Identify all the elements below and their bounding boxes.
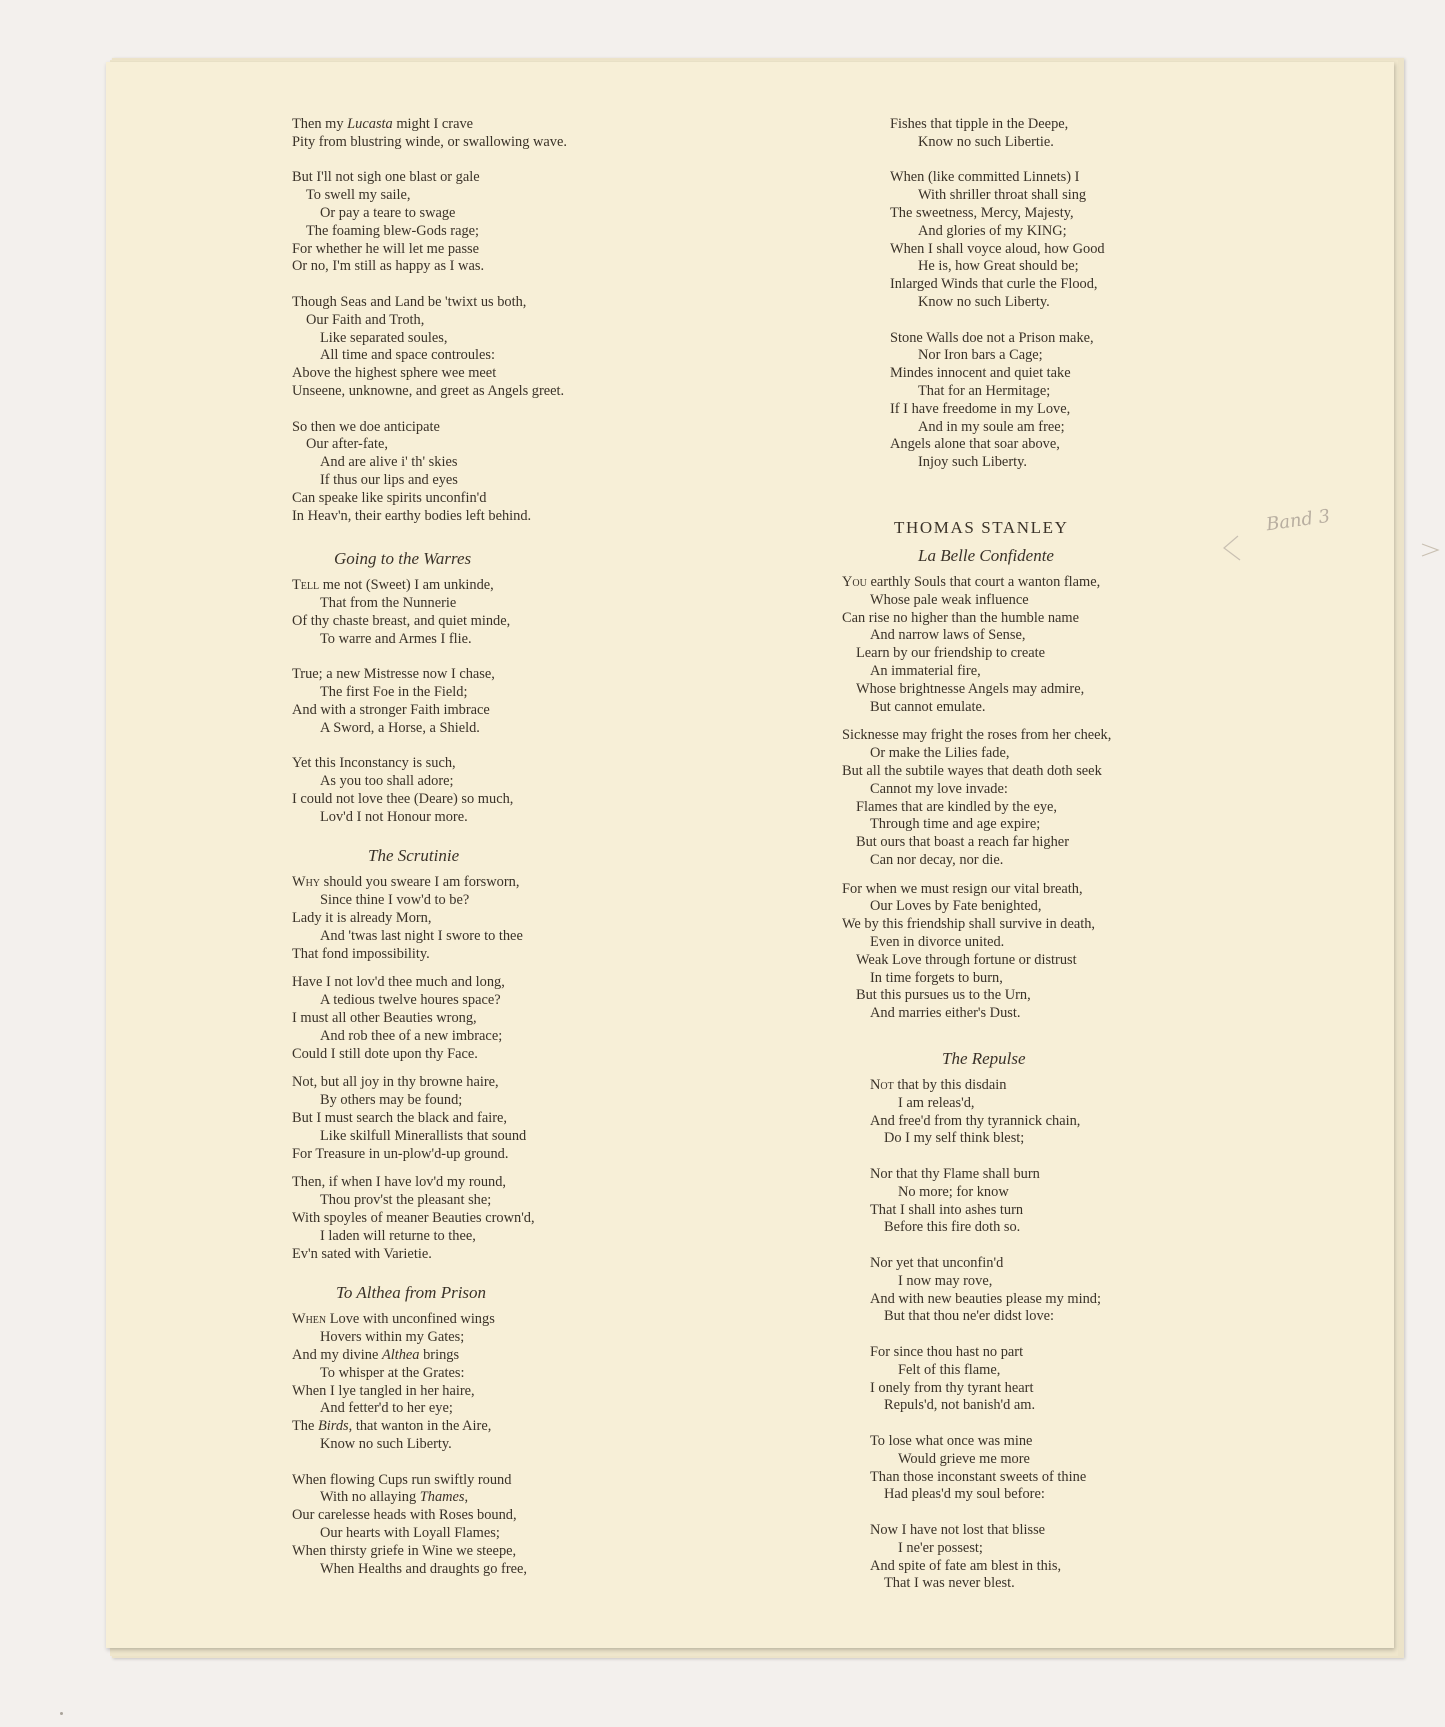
stanza bbox=[870, 1522, 1302, 1593]
verse-line: For whether he will let me passe bbox=[292, 240, 480, 257]
stanza bbox=[870, 1077, 1302, 1148]
drop-word: Why bbox=[292, 874, 321, 891]
verse-line: So then we doe anticipate bbox=[292, 418, 440, 435]
verse-line: Even in divorce united. bbox=[870, 934, 1005, 951]
poem-title: The Scrutinie bbox=[368, 846, 460, 866]
verse-line: Than those inconstant sweets of thine bbox=[870, 1468, 1087, 1485]
poem-la-belle-confidente bbox=[842, 574, 1302, 1023]
verse-line: Can speake like spirits unconfin'd bbox=[292, 489, 487, 506]
stanza bbox=[292, 116, 712, 152]
poem-title: Going to the Warres bbox=[334, 549, 472, 569]
verse-line: We by this friendship shall survive in death, bbox=[842, 916, 1096, 933]
verse-line: Like skilfull Minerallists that sound bbox=[320, 1127, 527, 1144]
verse-line: I laden will returne to thee, bbox=[320, 1227, 476, 1244]
verse-line: Why should you sweare I am forsworn, bbox=[292, 874, 520, 891]
verse-line: Now I have not lost that blisse bbox=[870, 1521, 1046, 1538]
verse-line: I am releas'd, bbox=[898, 1094, 975, 1111]
verse-line: Learn by our friendship to create bbox=[856, 645, 1045, 662]
stanza bbox=[292, 1174, 712, 1263]
verse-line: And marries either's Dust. bbox=[870, 1005, 1021, 1022]
verse-line: Cannot my love invade: bbox=[870, 780, 1008, 797]
verse-line: But I must search the black and faire, bbox=[292, 1110, 507, 1127]
pencil-annotation: Band 3 bbox=[1264, 505, 1332, 536]
verse-line: That for an Hermitage; bbox=[918, 382, 1051, 399]
stanza bbox=[292, 1311, 712, 1453]
verse-line: Repuls'd, not banish'd am. bbox=[884, 1397, 1036, 1414]
poem-to-althea-from-prison bbox=[292, 1311, 712, 1578]
verse-line: That fond impossibility. bbox=[292, 945, 430, 962]
verse-line: With spoyles of meaner Beauties crown'd, bbox=[292, 1210, 535, 1227]
continued-stanzas bbox=[292, 116, 712, 525]
italic-word: Althea bbox=[381, 1347, 420, 1364]
verse-line: And fetter'd to her eye; bbox=[320, 1400, 453, 1417]
verse-line: In Heav'n, their earthy bodies left behind. bbox=[292, 507, 532, 524]
italic-word: Birds bbox=[317, 1418, 349, 1435]
verse-line: Above the highest sphere wee meet bbox=[292, 365, 497, 382]
verse-line: When I lye tangled in her haire, bbox=[292, 1382, 475, 1399]
dust-speck bbox=[60, 1712, 63, 1715]
verse-line: Angels alone that soar above, bbox=[890, 436, 1060, 453]
verse-line: Of thy chaste breast, and quiet minde, bbox=[292, 612, 511, 629]
verse-line: And with a stronger Faith imbrace bbox=[292, 701, 490, 718]
verse-line: Lady it is already Morn, bbox=[292, 910, 432, 927]
verse-line: With no allaying Thames, bbox=[320, 1489, 469, 1506]
verse-line: To whisper at the Grates: bbox=[320, 1364, 465, 1381]
verse-line: I could not love thee (Deare) so much, bbox=[292, 790, 514, 807]
stanza bbox=[870, 1344, 1302, 1415]
verse-line: Stone Walls doe not a Prison make, bbox=[890, 329, 1094, 346]
verse-line: But ours that boast a reach far higher bbox=[856, 834, 1069, 851]
verse-line: For since thou hast no part bbox=[870, 1344, 1024, 1361]
verse-line: If I have freedome in my Love, bbox=[890, 400, 1071, 417]
book-page bbox=[106, 62, 1394, 1648]
verse-line: Hovers within my Gates; bbox=[320, 1329, 465, 1346]
verse-line: And spite of fate am blest in this, bbox=[870, 1557, 1062, 1574]
verse-line: And 'twas last night I swore to thee bbox=[320, 927, 523, 944]
verse-line: In time forgets to burn, bbox=[870, 969, 1003, 986]
verse-line: Since thine I vow'd to be? bbox=[320, 892, 470, 909]
drop-word: When bbox=[292, 1311, 327, 1328]
stanza bbox=[292, 577, 712, 648]
verse-line: When I shall voyce aloud, how Good bbox=[890, 240, 1105, 257]
italic-word: Lucasta bbox=[347, 116, 393, 132]
left-column bbox=[292, 116, 712, 1596]
stanza bbox=[870, 1166, 1302, 1237]
verse-line: When flowing Cups run swiftly round bbox=[292, 1471, 512, 1488]
verse-line: Through time and age expire; bbox=[870, 816, 1041, 833]
verse-line: Unseene, unknowne, and greet as Angels greet. bbox=[292, 382, 565, 399]
verse-line: But all the subtile wayes that death doth seek bbox=[842, 762, 1102, 779]
verse-line: Do I my self think blest; bbox=[884, 1130, 1025, 1147]
verse-line: For Treasure in un-plow'd-up ground. bbox=[292, 1145, 509, 1162]
verse-line: True; a new Mistresse now I chase, bbox=[292, 666, 495, 683]
stanza bbox=[842, 574, 1302, 716]
verse-line: And free'd from thy tyrannick chain, bbox=[870, 1112, 1081, 1129]
stanza bbox=[292, 419, 712, 526]
verse-line: Know no such Liberty. bbox=[918, 293, 1050, 310]
verse-line: Then my Lucasta might I crave bbox=[292, 116, 474, 132]
verse-line: And with new beauties please my mind; bbox=[870, 1290, 1102, 1307]
verse-line: Then, if when I have lov'd my round, bbox=[292, 1174, 507, 1191]
verse-line: Mindes innocent and quiet take bbox=[890, 365, 1071, 382]
verse-line: For when we must resign our vital breath, bbox=[842, 880, 1083, 897]
verse-line: Weak Love through fortune or distrust bbox=[856, 951, 1077, 968]
stanza bbox=[292, 874, 712, 963]
verse-line: Can nor decay, nor die. bbox=[870, 851, 1004, 868]
verse-line: Like separated soules, bbox=[320, 329, 448, 346]
poem-title: The Repulse bbox=[942, 1049, 1026, 1069]
stanza bbox=[842, 881, 1302, 1023]
verse-line: Our carelesse heads with Roses bound, bbox=[292, 1507, 517, 1524]
poem-the-repulse bbox=[842, 1077, 1302, 1593]
stanza bbox=[292, 755, 712, 826]
verse-line: Our Loves by Fate benighted, bbox=[870, 898, 1042, 915]
verse-line: And glories of my KING; bbox=[918, 222, 1067, 239]
poem-the-scrutinie bbox=[292, 874, 712, 1263]
verse-line: And narrow laws of Sense, bbox=[870, 627, 1026, 644]
verse-line: Lov'd I not Honour more. bbox=[320, 808, 468, 825]
verse-line: Not, but all joy in thy browne haire, bbox=[292, 1074, 499, 1091]
verse-line: Know no such Libertie. bbox=[918, 133, 1054, 150]
continued-stanzas bbox=[842, 116, 1302, 472]
verse-line: Or pay a teare to swage bbox=[320, 204, 456, 221]
verse-line: Could I still dote upon thy Face. bbox=[292, 1045, 478, 1062]
verse-line: You earthly Souls that court a wanton flame, bbox=[842, 573, 1101, 590]
verse-line: But this pursues us to the Urn, bbox=[856, 987, 1031, 1004]
verse-line: The Birds, that wanton in the Aire, bbox=[292, 1418, 492, 1435]
verse-line: Can rise no higher than the humble name bbox=[842, 609, 1079, 626]
drop-word: You bbox=[842, 573, 867, 590]
stanza bbox=[292, 169, 712, 276]
verse-line: Nor Iron bars a Cage; bbox=[918, 347, 1043, 364]
verse-line: A tedious twelve houres space? bbox=[320, 992, 501, 1009]
verse-line: To lose what once was mine bbox=[870, 1433, 1033, 1449]
verse-line: Yet this Inconstancy is such, bbox=[292, 755, 456, 772]
verse-line: The foaming blew-Gods rage; bbox=[306, 222, 480, 239]
verse-line: And my divine Althea brings bbox=[292, 1347, 460, 1364]
verse-line: Sicknesse may fright the roses from her cheek, bbox=[842, 727, 1112, 744]
verse-line: Pity from blustring winde, or swallowing wave. bbox=[292, 133, 567, 150]
verse-line: And rob thee of a new imbrace; bbox=[320, 1027, 503, 1044]
verse-line: As you too shall adore; bbox=[320, 773, 454, 790]
verse-line: Flames that are kindled by the eye, bbox=[856, 798, 1058, 815]
verse-line: When thirsty griefe in Wine we steepe, bbox=[292, 1542, 517, 1559]
verse-line: Have I not lov'd thee much and long, bbox=[292, 974, 505, 991]
verse-line: When Healths and draughts go free, bbox=[320, 1560, 527, 1577]
verse-line: By others may be found; bbox=[320, 1092, 463, 1109]
verse-line: When Love with unconfined wings bbox=[292, 1311, 495, 1328]
verse-line: When (like committed Linnets) I bbox=[890, 169, 1080, 186]
italic-word: Thames bbox=[419, 1489, 465, 1506]
verse-line: That I shall into ashes turn bbox=[870, 1201, 1024, 1218]
verse-line: Ev'n sated with Varietie. bbox=[292, 1245, 432, 1262]
stanza bbox=[890, 169, 1302, 311]
verse-line: Fishes that tipple in the Deepe, bbox=[890, 116, 1069, 132]
verse-line: Injoy such Liberty. bbox=[918, 454, 1027, 471]
verse-line: Our after-fate, bbox=[306, 436, 389, 453]
verse-line: I now may rove, bbox=[898, 1272, 993, 1289]
poem-going-to-the-warres bbox=[292, 577, 712, 826]
stanza bbox=[292, 974, 712, 1063]
verse-line: Tell me not (Sweet) I am unkinde, bbox=[292, 577, 494, 594]
stanza bbox=[292, 294, 712, 401]
verse-line: The first Foe in the Field; bbox=[320, 684, 468, 701]
verse-line: I onely from thy tyrant heart bbox=[870, 1379, 1034, 1396]
verse-line: But that thou ne'er didst love: bbox=[884, 1308, 1055, 1325]
verse-line: But I'll not sigh one blast or gale bbox=[292, 169, 480, 186]
verse-line: With shriller throat shall sing bbox=[918, 187, 1087, 204]
verse-line: That from the Nunnerie bbox=[320, 595, 457, 612]
verse-line: If thus our lips and eyes bbox=[320, 471, 458, 488]
verse-line: Before this fire doth so. bbox=[884, 1219, 1021, 1236]
stanza bbox=[292, 1472, 712, 1579]
verse-line: An immaterial fire, bbox=[870, 662, 981, 679]
verse-line: Know no such Liberty. bbox=[320, 1436, 452, 1452]
verse-line: Though Seas and Land be 'twixt us both, bbox=[292, 293, 527, 310]
author-name: THOMAS STANLEY bbox=[894, 517, 1069, 537]
verse-line: I must all other Beauties wrong, bbox=[292, 1010, 477, 1027]
verse-line: Or make the Lilies fade, bbox=[870, 745, 1010, 762]
drop-word: Tell bbox=[292, 577, 320, 594]
verse-line: Not that by this disdain bbox=[870, 1077, 1007, 1094]
verse-line: Our Faith and Troth, bbox=[306, 311, 425, 328]
verse-line: No more; for know bbox=[898, 1183, 1009, 1200]
drop-word: Not bbox=[870, 1077, 894, 1094]
stanza bbox=[292, 666, 712, 737]
verse-line: That I was never blest. bbox=[884, 1575, 1015, 1592]
verse-line: Had pleas'd my soul before: bbox=[884, 1486, 1045, 1503]
verse-line: A Sword, a Horse, a Shield. bbox=[320, 719, 480, 736]
pencil-bracket-icon bbox=[1222, 534, 1442, 574]
verse-line: Or no, I'm still as happy as I was. bbox=[292, 258, 485, 275]
verse-line: To swell my saile, bbox=[306, 187, 411, 204]
verse-line: To warre and Armes I flie. bbox=[320, 630, 472, 647]
verse-line: I ne'er possest; bbox=[898, 1539, 983, 1556]
poem-title: La Belle Confidente bbox=[918, 545, 1054, 565]
stanza bbox=[870, 1255, 1302, 1326]
verse-line: All time and space controules: bbox=[320, 347, 496, 364]
verse-line: Thou prov'st the pleasant she; bbox=[320, 1192, 492, 1209]
right-column bbox=[842, 116, 1302, 1611]
verse-line: Felt of this flame, bbox=[898, 1361, 1001, 1378]
verse-line: Nor that thy Flame shall burn bbox=[870, 1166, 1040, 1183]
verse-line: Nor yet that unconfin'd bbox=[870, 1255, 1004, 1272]
poem-title: To Althea from Prison bbox=[336, 1283, 487, 1303]
verse-line: The sweetness, Mercy, Majesty, bbox=[890, 204, 1074, 221]
stanza bbox=[870, 1433, 1302, 1504]
verse-line: And in my soule am free; bbox=[918, 418, 1065, 435]
stanza bbox=[292, 1074, 712, 1163]
stanza bbox=[842, 727, 1302, 869]
verse-line: Would grieve me more bbox=[898, 1450, 1030, 1467]
verse-line: He is, how Great should be; bbox=[918, 258, 1079, 275]
stanza bbox=[890, 330, 1302, 472]
verse-line: Whose brightnesse Angels may admire, bbox=[856, 680, 1085, 697]
verse-line: Our hearts with Loyall Flames; bbox=[320, 1524, 500, 1541]
verse-line: But cannot emulate. bbox=[870, 698, 986, 715]
verse-line: And are alive i' th' skies bbox=[320, 454, 458, 471]
verse-line: Whose pale weak influence bbox=[870, 591, 1029, 608]
stanza bbox=[890, 116, 1302, 152]
verse-line: Inlarged Winds that curle the Flood, bbox=[890, 276, 1098, 293]
